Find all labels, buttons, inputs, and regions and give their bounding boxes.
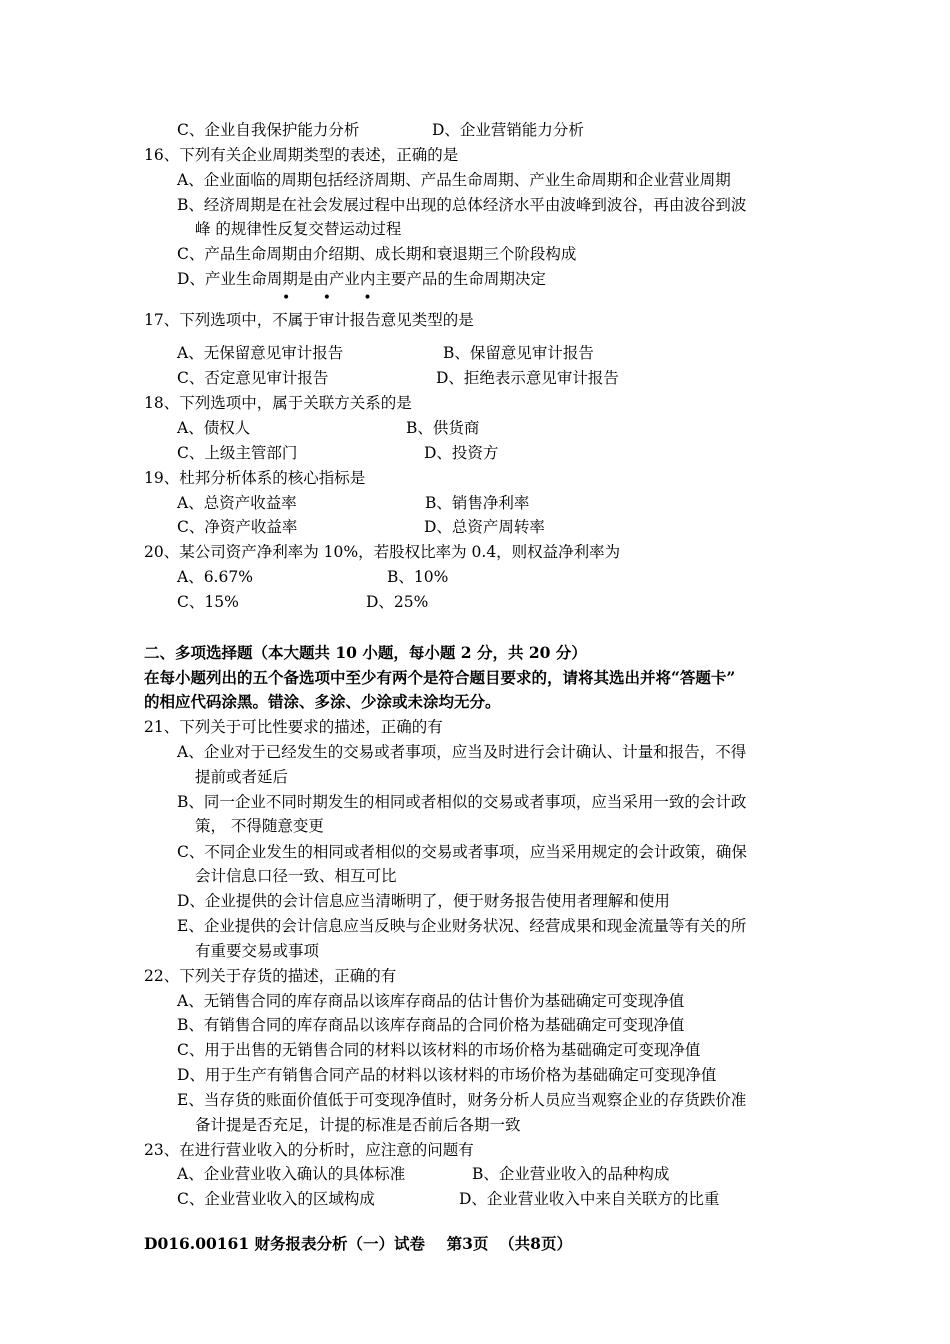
- q21-option-e-line1: E、企业提供的会计信息应当反映与企业财务状况、经营成果和现金流量等有关的所: [177, 917, 747, 935]
- q16-option-c: C、产品生命周期由介绍期、成长期和衰退期三个阶段构成: [177, 245, 577, 263]
- q21-option-b-line2: 策， 不得随意变更: [195, 817, 324, 835]
- q23-option-a: A、企业营业收入确认的具体标准: [177, 1165, 406, 1183]
- q22-option-c: C、用于出售的无销售合同的材料以该材料的市场价格为基础确定可变现净值: [177, 1041, 701, 1059]
- section2-instructions-line1: 在每小题列出的五个备选项中至少有两个是符合题目要求的，请将其选出并将“答题卡”: [144, 668, 736, 687]
- q23-option-d: D、企业营业收入中来自关联方的比重: [459, 1190, 720, 1208]
- q21-option-c-line2: 会计信息口径一致、相互可比: [195, 867, 397, 885]
- q16-option-b-line1: B、经济周期是在社会发展过程中出现的总体经济水平由波峰到波谷，再由波谷到波: [177, 196, 747, 214]
- q19-option-c: C、净资产收益率: [177, 518, 298, 536]
- q16-option-d: D、产业生命周期是由产业内主要产品的生命周期决定: [177, 270, 546, 288]
- q22-option-e-line1: E、当存货的账面价值低于可变现净值时，财务分析人员应当观察企业的存货跌价准: [177, 1091, 747, 1109]
- q15-option-c: C、企业自我保护能力分析: [177, 121, 360, 139]
- q21-option-b-line1: B、同一企业不同时期发生的相同或者相似的交易或者事项，应当采用一致的会计政: [177, 793, 747, 811]
- q17-option-c: C、否定意见审计报告: [177, 369, 329, 387]
- q23-stem: 23、在进行营业收入的分析时，应注意的问题有: [144, 1141, 474, 1159]
- q23-option-b: B、企业营业收入的品种构成: [472, 1165, 670, 1183]
- q16-stem: 16、下列有关企业周期类型的表述，正确的是: [144, 146, 459, 164]
- q16-option-b-line2: 峰 的规律性反复交替运动过程: [195, 220, 402, 238]
- q22-stem: 22、下列关于存货的描述，正确的有: [144, 967, 397, 985]
- q15-option-d: D、企业营销能力分析: [432, 121, 584, 139]
- q21-option-a-line2: 提前或者延后: [195, 768, 289, 786]
- emphasis-dots: • • •: [282, 290, 386, 306]
- q20-option-a: A、6.67%: [177, 568, 253, 586]
- q23-option-c: C、企业营业收入的区域构成: [177, 1190, 375, 1208]
- page-footer: D016.00161 财务报表分析（一）试卷 第3页 （共8页）: [144, 1234, 572, 1253]
- q22-option-a: A、无销售合同的库存商品以该库存商品的估计售价为基础确定可变现净值: [177, 992, 685, 1010]
- q17-option-d: D、拒绝表示意见审计报告: [436, 369, 619, 387]
- q20-option-d: D、25%: [366, 593, 429, 611]
- q20-stem: 20、某公司资产净利率为 10%，若股权比率为 0.4，则权益净利率为: [144, 543, 621, 561]
- q18-option-a: A、债权人: [177, 419, 251, 437]
- q17-stem: 17、下列选项中，不属于审计报告意见类型的是: [144, 311, 474, 329]
- q22-option-d: D、用于生产有销售合同产品的材料以该材料的市场价格为基础确定可变现净值: [177, 1066, 717, 1084]
- q21-stem: 21、下列关于可比性要求的描述，正确的有: [144, 718, 443, 736]
- q18-stem: 18、下列选项中，属于关联方关系的是: [144, 394, 412, 412]
- q18-option-d: D、投资方: [424, 444, 499, 462]
- q21-option-d: D、企业提供的会计信息应当清晰明了，便于财务报告使用者理解和使用: [177, 892, 670, 910]
- q18-option-b: B、供货商: [406, 419, 480, 437]
- q21-option-c-line1: C、不同企业发生的相同或者相似的交易或者事项，应当采用规定的会计政策，确保: [177, 843, 747, 861]
- section2-title: 二、多项选择题（本大题共 10 小题，每小题 2 分，共 20 分）: [144, 643, 587, 662]
- q19-option-b: B、销售净利率: [425, 494, 530, 512]
- q20-option-c: C、15%: [177, 593, 239, 611]
- q19-option-a: A、总资产收益率: [177, 494, 297, 512]
- q21-option-e-line2: 有重要交易或事项: [195, 942, 320, 960]
- q17-option-a: A、无保留意见审计报告: [177, 344, 344, 362]
- q16-option-a: A、企业面临的周期包括经济周期、产品生命周期、产业生命周期和企业营业周期: [177, 171, 731, 189]
- q22-option-b: B、有销售合同的库存商品以该库存商品的合同价格为基础确定可变现净值: [177, 1016, 685, 1034]
- q19-option-d: D、总资产周转率: [424, 518, 545, 536]
- q21-option-a-line1: A、企业对于已经发生的交易或者事项，应当及时进行会计确认、计量和报告，不得: [177, 743, 747, 761]
- section2-instructions-line2: 的相应代码涂黑。错涂、多涂、少涂或未涂均无分。: [144, 692, 501, 711]
- q22-option-e-line2: 备计提是否充足，计提的标准是否前后各期一致: [195, 1116, 521, 1134]
- q18-option-c: C、上级主管部门: [177, 444, 298, 462]
- q17-option-b: B、保留意见审计报告: [443, 344, 594, 362]
- q19-stem: 19、杜邦分析体系的核心指标是: [144, 469, 366, 487]
- q20-option-b: B、10%: [387, 568, 449, 586]
